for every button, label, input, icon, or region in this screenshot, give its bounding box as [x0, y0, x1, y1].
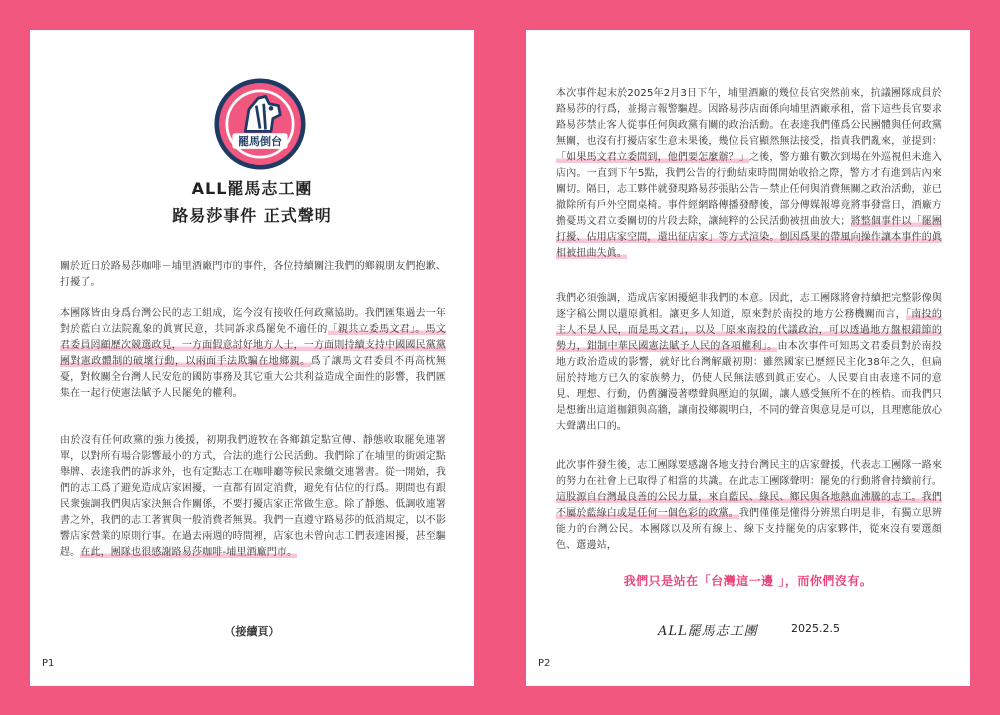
paragraph-text: 之後，警方雖有數次到場在外巡視但未進入店內。一直到下午5點，我們公告的行動結束時間開始收拾之際，警方才有進到店內來關切。隔日，志工夥伴就發現路易莎張貼公告－禁止任何與消費無關之政治活動，並已撤除所有戶外空間桌椅。事件經網路傳播發酵後，部分傳媒報導竟將事發當日，酒廠方擔憂馬文君立委關切的片段去除，讓純粹的公民活動被扭曲放大； [556, 152, 942, 227]
paragraph-text: 本團隊皆由身爲台灣公民的志工組成，迄今沒有接收任何政黨協助。我們匯集過去一年對於藍白立法院亂象的眞實民意，共同訴求爲罷免不適任的 [60, 308, 446, 335]
highlighted-text: 「如果馬文君立委問到，他們要怎麼辦？」 [556, 152, 749, 163]
paragraph-text: 我們必須強調，造成店家困擾絕非我們的本意。因此，志工團隊將會持續把完整影像與逐字稿公開以還原眞相。讓更多人知道，原來對於南投的地方公務機關而言， [556, 293, 942, 320]
statement-date: 2025.2.5 [791, 622, 840, 635]
paragraph-text: 由於沒有任何政黨的強力後援，初期我們遊牧在各鄉鎮定點宣傳、靜態收取罷免連署單，以對所有場合影響最小的方式，合法的進行公民活動。我們除了在埔里的街頭定點舉牌、表達我們的訴求外，也有定點志工在咖啡廳等候民衆繳交連署書。從一開始，我們的志工爲了避免造成店家困擾，一直都有固定消費，避免有佔位的行爲。期間也有跟民衆強調我們與店家決無合作關係，不要打擾店家正常做生意。除了靜態、低調收連署書之外，我們的志工著實與一般消費者無異。我們一直遵守路易莎的低消規定，以不影響店家營業的原則行事。在過去兩週的時間裡，店家也未曾向志工們表達困擾，甚至驅趕。 [60, 435, 446, 558]
paragraph-text: 此次事件發生後，志工團隊要感謝各地支持台灣民主的店家聲援，代表志工團隊一路來的努力在社會上已取得了相當的共識。在此志工團隊聲明：罷免的行動將會持續前行。 [556, 460, 942, 487]
paragraph-gratitude [556, 458, 942, 554]
statement-page-1 [30, 30, 474, 686]
logo-text: 罷馬倒台 [237, 135, 283, 149]
paragraph-text: 本次事件起末於2025年2月3日下午，埔里酒廠的幾位長官突然前來，抗議團隊成員於路易莎的行爲，並揚言報警驅趕。因路易莎店面係向埔里酒廠承租，當下這些長官要求路易莎禁止客人從事任何與政黨有關的政治活動。在表達我們僅爲公民團體與任何政黨無關，也沒有打擾店家生意未果後，幾位長官顯然無法接受，指責我們亂來，並提到： [556, 88, 942, 147]
page-title: ALL罷馬志工團 [191, 179, 313, 198]
highlighted-text: 在此，團隊也很感謝路易莎咖啡-埔里酒廠門市。 [80, 547, 298, 558]
highlighted-text: 「親共立委馬文君」。馬文君委員罔顧歷次競選政見，一方面假意討好地方人士，一方面則持續支持中國國民黨黨團對憲政體制的破壞行動，以兩面手法欺騙在地鄉親。 [60, 324, 446, 367]
paragraph-text: 由本次事件可知馬文君委員對於南投地方政治造成的影響，就好比台灣解嚴初期：雖然國家已歷經民主化38年之久，但扁屈於持地方已久的家族勢力，仍使人民無法感到眞正安心。人民要自由表達不同的意見、理想、行動，仍舊瀰漫著噤聲與壓迫的氛圍，讓人感受無所不在的桎梏。而我們只是想衝出這道枷鎖與高牆，讓南投鄉親明白，不同的聲音與意見是可以，且理應能放心大聲講出口的。 [556, 341, 942, 432]
horse-head-logo-icon [214, 78, 306, 170]
paragraph-text: 關於近日於路易莎咖啡－埔里酒廠門市的事件，各位持續關注我們的鄉親朋友們抱歉、打擾了。 [60, 261, 446, 288]
paragraph-emphasis [556, 291, 942, 435]
paragraph-text: 爲了讓馬文君委員不再高枕無憂，對攸關全台灣人民安危的國防事務及其它重大公共利益造成全面性的影響，我們匯集在一起行使憲法賦予人民罷免的權利。 [60, 356, 446, 399]
paragraph-incident [556, 86, 942, 262]
paragraph-intro [60, 259, 446, 291]
highlighted-text: 「南投的主人不是人民，而是馬文君」，以及「原來南投的代議政治，可以透過地方盤根錯節的勢力，鉗制中華民國憲法賦予人民的各項權利」。 [556, 309, 942, 352]
page-number: P2 [538, 658, 551, 669]
paragraph-background [60, 306, 446, 402]
slogan: 我們只是站在「台灣這一邊 」，而你們沒有。 [623, 574, 873, 588]
continue-note: （接續頁） [224, 625, 280, 638]
paragraph-text: 我們僅僅是懂得分辨黑白明是非，有獨立思辨能力的台灣公民。本團隊以及所有線上、線下支持罷免的店家夥伴，從來沒有要選顏色、選邊站， [556, 508, 943, 551]
highlighted-text: 將整個事件以「罷團打擾、佔用店家空間，還出征店家」等方式渲染。倒因爲果的帶風向操作讓本事件的眞相被扭曲失眞。 [556, 216, 942, 259]
paragraph-activities [60, 433, 446, 561]
page-subtitle: 路易莎事件 正式聲明 [172, 206, 332, 225]
highlighted-text: 這股源自台灣最良善的公民力量，來自藍民、綠民、鄉民與各地熱血沸騰的志工。我們不屬於藍綠白或是任何一個色彩的政黨。 [556, 492, 942, 519]
page-number: P1 [42, 658, 55, 669]
statement-page-2 [526, 30, 970, 686]
signature: ALL罷馬志工團 [658, 624, 758, 639]
